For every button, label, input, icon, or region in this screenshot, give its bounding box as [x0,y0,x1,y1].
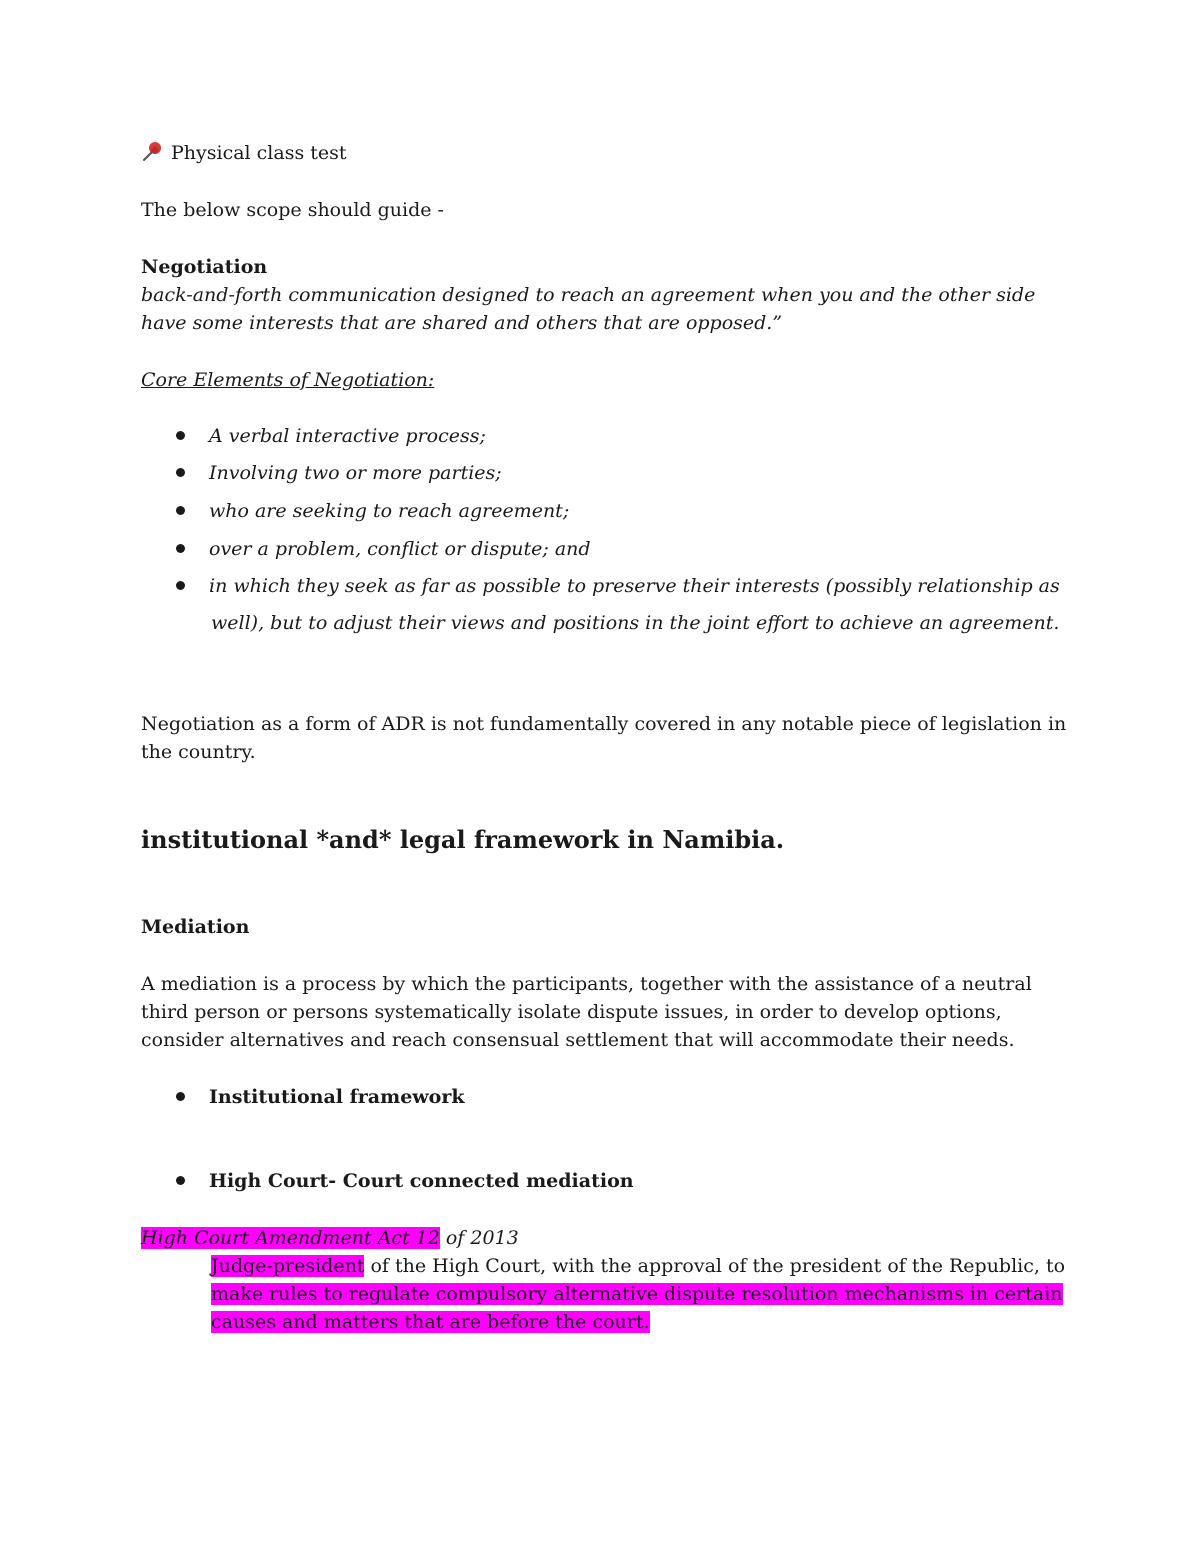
framework-heading: institutional *and* legal framework in Namibia. [141,825,785,854]
act-highlight: High Court Amendment Act 12 [141,1227,440,1249]
rules-line-1: make rules to regulate compulsory alternative dispute resolution mechanisms in certain [211,1283,1063,1305]
bullet-icon [176,544,185,553]
mediation-definition-line-1: A mediation is a process by which the participants, together with the assistance of a neutral [141,973,1032,995]
list-item: in which they seek as far as possible to preserve their interests (possibly relationship as [176,568,1060,605]
bullet-icon [176,581,185,590]
pushpin-icon [141,139,165,163]
mediation-heading: Mediation [141,916,250,938]
negotiation-note-line-1: Negotiation as a form of ADR is not fundamentally covered in any notable piece of legislation in [141,713,1067,735]
negotiation-note-line-2: the country. [141,741,256,763]
document-title-line [141,139,347,167]
act-year: of 2013 [439,1227,519,1249]
intro-text: The below scope should guide - [141,199,444,221]
list-item: Involving two or more parties; [176,455,502,492]
list-item-continuation: well), but to adjust their views and positions in the joint effort to achieve an agreement. [211,612,1060,634]
bullet-icon [176,506,185,515]
document-title: Physical class test [171,142,347,164]
list-item: who are seeking to reach agreement; [176,493,569,530]
core-elements-heading: Core Elements of Negotiation: [141,369,435,391]
mediation-definition-line-2: third person or persons systematically isolate dispute issues, in order to develop options, [141,1001,1002,1023]
list-item: A verbal interactive process; [176,418,486,455]
bullet-icon [176,468,185,477]
negotiation-definition-line-1: back-and-forth communication designed to reach an agreement when you and the other side [141,284,1036,306]
bullet-icon [176,1176,185,1185]
judge-line: Judge-president of the High Court, with the approval of the president of the Republic, to [211,1255,1066,1277]
negotiation-heading: Negotiation [141,256,268,278]
act-reference-line [141,1224,519,1252]
list-item: over a problem, conflict or dispute; and [176,531,591,568]
bullet-icon [176,1092,185,1101]
list-item: Institutional framework [176,1079,465,1116]
judge-highlight: Judge-president [211,1255,365,1277]
list-item: High Court- Court connected mediation [176,1163,634,1200]
mediation-definition-line-3: consider alternatives and reach consensual settlement that will accommodate their needs. [141,1029,1015,1051]
bullet-icon [176,431,185,440]
negotiation-definition-line-2: have some interests that are shared and others that are opposed.” [141,312,783,334]
rules-line-2: causes and matters that are before the court. [211,1311,650,1333]
